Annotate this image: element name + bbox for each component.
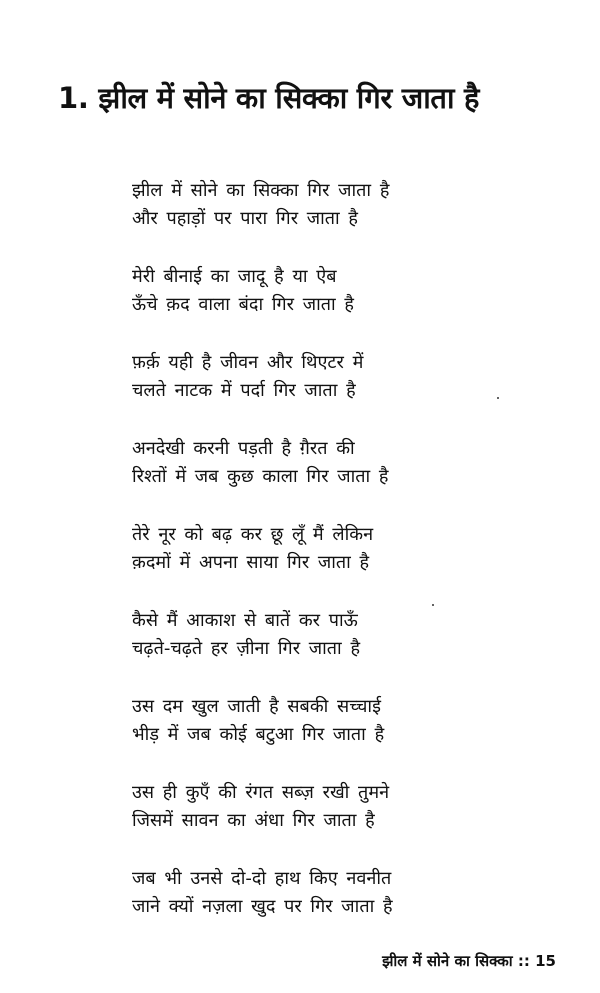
print-speck xyxy=(497,397,499,399)
poem-line: उस दम खुल जाती है सबकी सच्चाई xyxy=(132,696,381,717)
poem-title: 1. झील में सोने का सिक्का गिर जाता है xyxy=(58,81,480,115)
poem-line: ऊँचे क़द वाला बंदा गिर जाता है xyxy=(132,294,354,315)
poem-line: रिश्तों में जब कुछ काला गिर जाता है xyxy=(132,466,389,487)
poem-line: जब भी उनसे दो-दो हाथ किए नवनीत xyxy=(132,868,392,889)
poem-line: चढ़ते-चढ़ते हर ज़ीना गिर जाता है xyxy=(132,638,360,659)
poem-line: चलते नाटक में पर्दा गिर जाता है xyxy=(132,380,356,401)
poem-line: उस ही कुएँ की रंगत सब्ज़ रखी तुमने xyxy=(132,782,390,803)
poem-line: कैसे मैं आकाश से बातें कर पाऊँ xyxy=(132,610,358,631)
stanza xyxy=(132,263,432,349)
poem-line: फ़र्क़ यही है जीवन और थिएटर में xyxy=(132,352,364,373)
poem-line: मेरी बीनाई का जादू है या ऐब xyxy=(132,266,337,287)
stanza xyxy=(132,607,432,693)
poem-body xyxy=(132,177,432,951)
poem-line: झील में सोने का सिक्का गिर जाता है xyxy=(132,180,390,201)
stanza xyxy=(132,779,432,865)
page-footer: झील में सोने का सिक्का :: 15 xyxy=(382,952,556,970)
poem-line: जिसमें सावन का अंधा गिर जाता है xyxy=(132,810,375,831)
poem-line: और पहाड़ों पर पारा गिर जाता है xyxy=(132,208,358,229)
stanza xyxy=(132,349,432,435)
poem-line: क़दमों में अपना साया गिर जाता है xyxy=(132,552,370,573)
poem-line: भीड़ में जब कोई बटुआ गिर जाता है xyxy=(132,724,385,745)
poem-line: अनदेखी करनी पड़ती है ग़ैरत की xyxy=(132,438,355,459)
poem-line: जाने क्यों नज़ला खुद पर गिर जाता है xyxy=(132,896,393,917)
stanza xyxy=(132,521,432,607)
stanza xyxy=(132,865,432,951)
print-speck xyxy=(432,604,434,606)
stanza xyxy=(132,693,432,779)
poem-line: तेरे नूर को बढ़ कर छू लूँ मैं लेकिन xyxy=(132,524,374,545)
stanza xyxy=(132,177,432,263)
stanza xyxy=(132,435,432,521)
